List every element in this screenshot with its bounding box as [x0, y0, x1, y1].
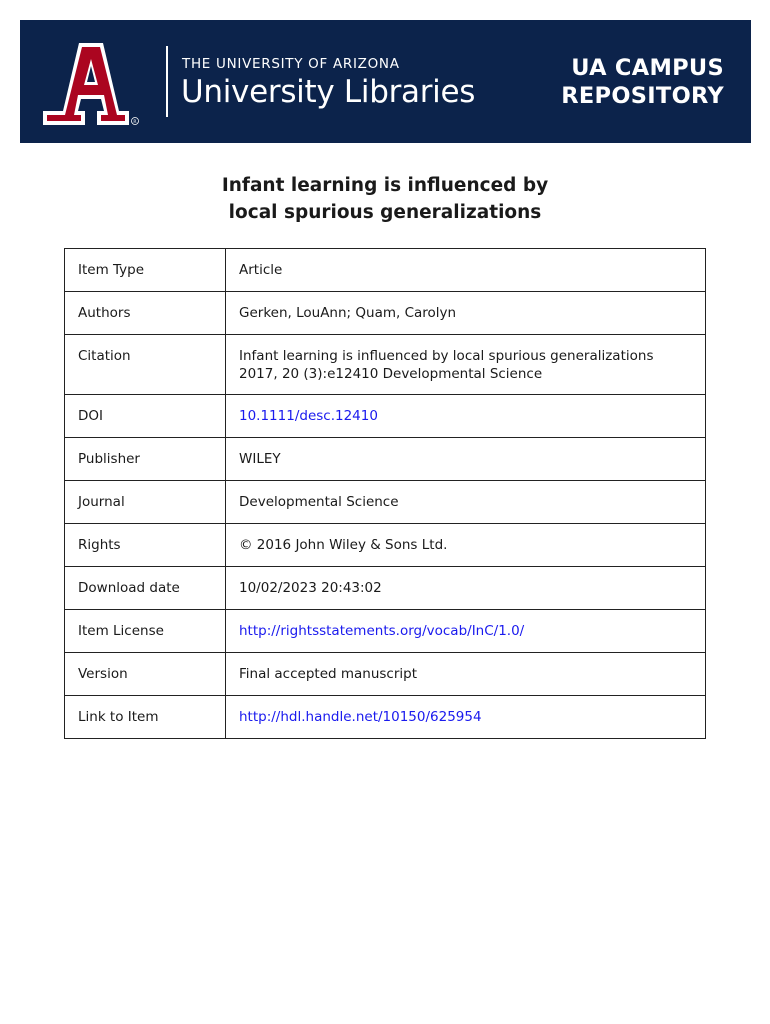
item-license-label: Item License — [65, 610, 226, 653]
journal-label: Journal — [65, 481, 226, 524]
citation-line-1: Infant learning is influenced by local spurious generalizations — [239, 348, 654, 364]
version-value: Final accepted manuscript — [226, 653, 706, 696]
journal-value: Developmental Science — [226, 481, 706, 524]
table-row — [65, 696, 706, 739]
table-row — [65, 524, 706, 567]
header-banner — [20, 20, 751, 143]
svg-text:R: R — [133, 120, 137, 125]
libraries-name: University Libraries — [181, 74, 476, 110]
link-to-item-link[interactable]: http://hdl.handle.net/10150/625954 — [239, 709, 482, 725]
table-row — [65, 610, 706, 653]
repository-line-1: UA CAMPUS — [571, 55, 724, 81]
title-line-1: Infant learning is influenced by — [221, 175, 549, 196]
link-to-item-label: Link to Item — [65, 696, 226, 739]
link-to-item-cell — [226, 696, 706, 739]
item-license-cell — [226, 610, 706, 653]
table-row — [65, 292, 706, 335]
table-row — [65, 249, 706, 292]
document-title — [0, 172, 770, 226]
citation-label: Citation — [65, 335, 226, 395]
item-type-label: Item Type — [65, 249, 226, 292]
version-label: Version — [65, 653, 226, 696]
table-row — [65, 653, 706, 696]
publisher-label: Publisher — [65, 438, 226, 481]
table-row — [65, 438, 706, 481]
publisher-value: WILEY — [226, 438, 706, 481]
title-line-2: local spurious generalizations — [228, 202, 542, 223]
repository-line-2: REPOSITORY — [561, 83, 724, 109]
metadata-table — [64, 248, 706, 739]
doi-cell — [226, 395, 706, 438]
table-row — [65, 395, 706, 438]
arizona-a-logo-icon — [43, 41, 139, 125]
doi-link[interactable]: 10.1111/desc.12410 — [239, 408, 378, 424]
table-row — [65, 567, 706, 610]
authors-label: Authors — [65, 292, 226, 335]
citation-line-2: 2017, 20 (3):e12410 Developmental Science — [239, 366, 543, 382]
rights-value: © 2016 John Wiley & Sons Ltd. — [226, 524, 706, 567]
item-license-link[interactable]: http://rightsstatements.org/vocab/InC/1.0/ — [239, 623, 525, 639]
university-name: THE UNIVERSITY OF ARIZONA — [182, 56, 400, 72]
download-date-value: 10/02/2023 20:43:02 — [226, 567, 706, 610]
authors-value: Gerken, LouAnn; Quam, Carolyn — [226, 292, 706, 335]
item-type-value: Article — [226, 249, 706, 292]
table-row — [65, 481, 706, 524]
rights-label: Rights — [65, 524, 226, 567]
table-row — [65, 335, 706, 395]
citation-value — [226, 335, 706, 395]
doi-label: DOI — [65, 395, 226, 438]
download-date-label: Download date — [65, 567, 226, 610]
header-divider — [166, 46, 168, 117]
repository-name — [561, 54, 724, 110]
